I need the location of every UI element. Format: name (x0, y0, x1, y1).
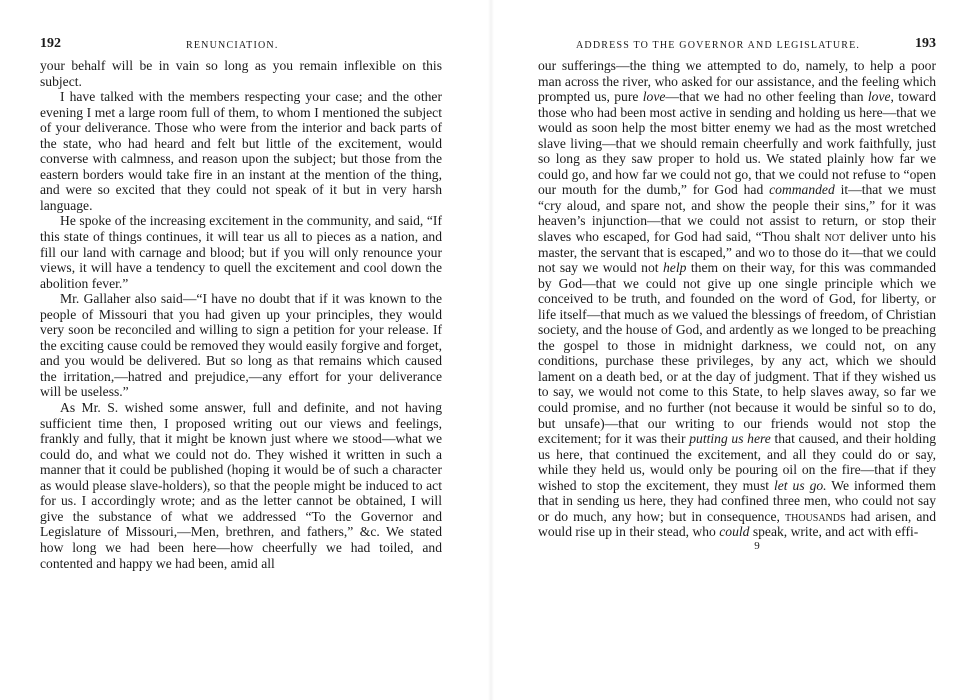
text-run: that caused, and their holding us here, that continued the excitement, and all they could do or say, while they held us, would only be pouring oil on the fire—that if they wished to stop the excitement, they must (538, 431, 936, 493)
paragraph: He spoke of the increasing excitement in the community, and said, “If this state of things continues, it will tear us all to pieces as a nation, and fill our land with carnage and blood; but if you will only renounce your views, it will have a tendency to quell the excitement and cool down the abolition fever.” (40, 213, 442, 291)
text-run: our sufferings—the thing we attempted to do, namely, to help a poor man across the river, who asked for our assistance, and the feeling which prompted us, pure (538, 58, 936, 105)
text-run: it—that we must “cry aloud, and spare not, and show the people their sins,” for it was heaven’s injunction—that we could not assist to return, or stop their slaves who escaped, for God had said, “Thou shalt (538, 182, 937, 245)
right-page-body (538, 58, 936, 540)
emphasis-text: love (642, 89, 666, 105)
text-run: , toward those who had been most active in sending and holding us here—that we would as soon help the most bitter enemy we had as the most wretched slave living—that we should remain cheerfully and work faithfully, just so long as they saw proper to hold us. We stated plainly how far we could go, and how far we could not go, that we could not refuse to “open our mouth for the dumb,” for God had (538, 89, 937, 198)
paragraph: I have talked with the members respecting your case; and the other evening I met a large room full of them, to whom I mentioned the subject of your deliverance. Those who were from the interior and back parts of the state, who had heard and felt but little of the excitement, would converse with calmness, and reason upon the subject; but those from the eastern borders would take fire in an instant at the mention of the thing, and were so excited that they could not speak of it but in very harsh language. (40, 89, 442, 213)
text-run: We informed them that in sending us here, they had confined three men, who could not say or do much, any how; but in consequence, (538, 477, 937, 524)
emphasis-text: commanded (769, 182, 835, 198)
left-page (40, 36, 442, 571)
emphasis-text: help (663, 260, 687, 276)
paragraph: Mr. Gallaher also said—“I have no doubt that if it was known to the people of Missouri that you had given up your principles, they would very soon be reconciled and willing to sign a petition for your release. If the exciting cause could be removed they would easily forgive and forget, and you would be delivered. But so long as that remains which caused the irritation,—hatred and prejudice,—any effort for your deliverance will be useless.” (40, 291, 442, 400)
left-page-body (40, 58, 442, 571)
text-run: —that we had no other feeling than (665, 89, 868, 105)
left-running-head (40, 36, 442, 58)
right-running-head (538, 36, 936, 58)
paragraph: your behalf will be in vain so long as you remain inflexible on this subject. (40, 58, 442, 89)
emphasis-text: could (719, 524, 750, 540)
text-run: deliver unto his master, the servant that is escaped,” and wo to those do it—that we could not say we would not (538, 229, 936, 276)
left-running-title: RENUNCIATION. (186, 40, 279, 51)
paragraph: As Mr. S. wished some answer, full and definite, and not having sufficient time then, I proposed writing out our views and feelings, frankly and fully, that it might be known just where we stood—what we could do, and what we could not do. They wished it written in such a manner that it could be published (hoping it would be of such a character as would please slave-holders), so that the people might be induced to act for us. I accordingly wrote; and as the letter cannot be obtained, I will give the substance of what we addressed “To the Governor and Legislature of Missouri,—Men, brethren, and fathers,” &c. We stated how long we had been here—how cheerfully we had toiled, and contented and happy we had been, amid all (40, 400, 442, 571)
text-run: speak, write, and act with effi- (749, 524, 919, 540)
paragraph (538, 58, 936, 540)
text-run: them on their way, for this was commanded by God—that we could not give up one single principle which we conceived to be truth, and founded on the word of God, for liberty, or life itself—that much as we valued the blessings of freedom, of Christian society, and the house of God, and ardently as we longed to be preaching the gospel to those in midnight darkness, we could not, on any conditions, purchase these privileges, by any act, which we should lament on a death bed, or at the day of judgment. That if they wished us to say, we would not come to this State, to help slaves away, so far we could promise, and no further (not because it would be sinful so to do, but unsafe)—that our writing to our friends would not stop the excitement; for it was their (538, 260, 936, 447)
small-caps-text: not (824, 229, 846, 245)
right-page-number: 193 (915, 36, 936, 51)
signature-mark: 9 (754, 539, 760, 552)
left-page-number: 192 (40, 36, 61, 51)
emphasis-text: let us go. (773, 477, 827, 493)
right-running-title: ADDRESS TO THE GOVERNOR AND LEGISLATURE. (576, 40, 861, 51)
right-page (538, 36, 936, 553)
emphasis-text: putting us here (689, 431, 771, 447)
small-caps-text: thousands (785, 508, 846, 524)
emphasis-text: love (867, 89, 891, 105)
text-run: had arisen, and would rise up in their stead, who (538, 508, 936, 540)
book-gutter (488, 0, 494, 700)
